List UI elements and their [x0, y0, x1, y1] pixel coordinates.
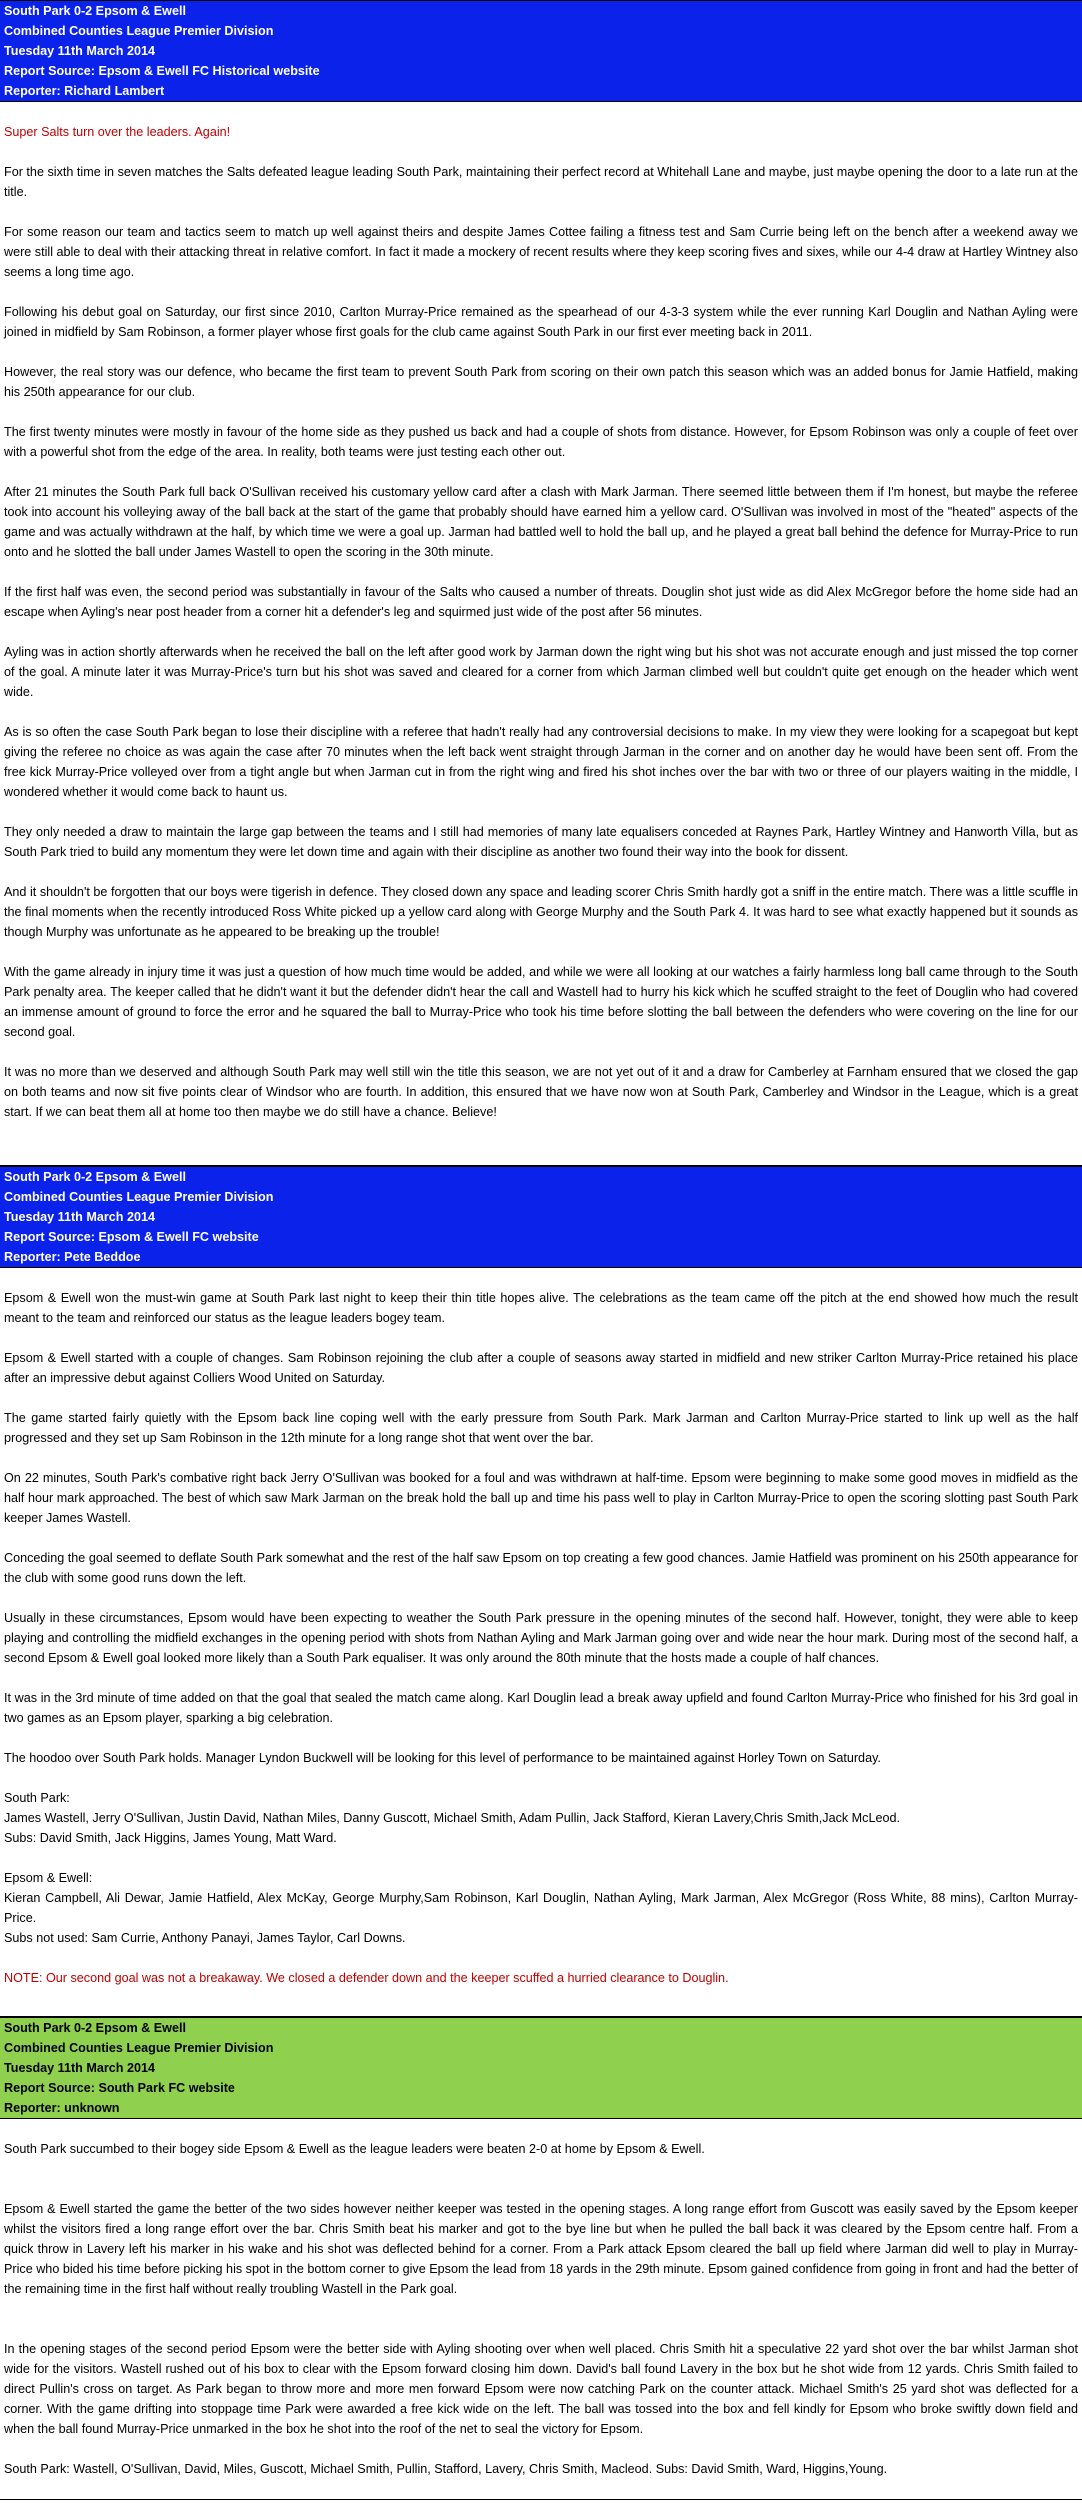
- report-header-2: [0, 1166, 1082, 1268]
- paragraph: After 21 minutes the South Park full back O'Sullivan received his customary yellow card after a clash with Mark Jarman. There seemed little between them if I'm honest, but maybe the referee took into account his volleying away of the ball back at the start of the game that probably should have earned him a yellow card. O'Sullivan was involved in most of the "heated" aspects of the game and was actually withdrawn at the half, by which time we were a goal up. Jarman had battled well to hold the ball up, and he played a great ball behind the defence for Murray-Price to run onto and he slotted the ball under James Wastell to open the scoring in the 30th minute.: [4, 485, 1078, 559]
- lineup-subs-epsom: Subs not used: Sam Currie, Anthony Panayi, James Taylor, Carl Downs.: [4, 1931, 406, 1945]
- reporter: Reporter: Richard Lambert: [4, 84, 165, 98]
- paragraph: Epsom & Ewell started the game the better of the two sides however neither keeper was tested in the opening stages. A long range effort from Guscott was easily saved by the Epsom keeper whilst the visitors fired a long range effort over the bar. Chris Smith beat his marker and got to the bye line but when he pulled the ball back it was cleared by the Epsom centre half. From a quick throw in Lavery left his marker in his wake and his shot was deflected behind for a corner. From a Park attack Epsom cleared the ball up field where Jarman did well to play in Murray-Price who bided his time before picking his spot in the bottom corner to give Epsom the lead from 18 yards in the 29th minute. Epsom gained confidence from going in front and had the better of the remaining time in the first half without really troubling Wastell in the Park goal.: [4, 2202, 1078, 2296]
- paragraph: If the first half was even, the second period was substantially in favour of the Salts who caused a number of threats. Douglin shot just wide as did Alex McGregor before the home side had an escape when Ayling's near post header from a corner hit a defender's leg and squirmed just wide of the post after 56 minutes.: [4, 585, 1078, 619]
- report-source: Report Source: Epsom & Ewell FC Historical website: [4, 64, 320, 78]
- paragraph: However, the real story was our defence, who became the first team to prevent South Park from scoring on their own patch this season which was an added bonus for Jamie Hatfield, making his 250th appearance for our club.: [4, 365, 1078, 399]
- reporter: Reporter: Pete Beddoe: [4, 1250, 141, 1264]
- paragraph: For some reason our team and tactics seem to match up well against theirs and despite James Cottee failing a fitness test and Sam Currie being left on the bench after a weekend away we were still able to deal with their attacking threat in relative comfort. In fact it made a mockery of recent results where they keep scoring fives and sixes, while our 4-4 draw at Hartley Wintney also seems a long time ago.: [4, 225, 1078, 279]
- paragraph: Usually in these circumstances, Epsom would have been expecting to weather the South Park pressure in the opening minutes of the second half. However, tonight, they were able to keep playing and controlling the midfield exchanges in the opening period with shots from Nathan Ayling and Mark Jarman going over and wide near the hour mark. During most of the second half, a second Epsom & Ewell goal looked more likely than a South Park equaliser. It was only around the 80th minute that the hosts made a couple of half chances.: [4, 1611, 1078, 1665]
- match-date: Tuesday 11th March 2014: [4, 2061, 155, 2075]
- report-source: Report Source: South Park FC website: [4, 2081, 235, 2095]
- match-date: Tuesday 11th March 2014: [4, 1210, 155, 1224]
- match-date: Tuesday 11th March 2014: [4, 44, 155, 58]
- paragraph: For the sixth time in seven matches the Salts defeated league leading South Park, maintaining their perfect record at Whitehall Lane and maybe, just maybe opening the door to a late run at the title.: [4, 165, 1078, 199]
- match-title: South Park 0-2 Epsom & Ewell: [4, 2021, 186, 2035]
- paragraph: It was no more than we deserved and although South Park may well still win the title this season, we are not yet out of it and a draw for Camberley at Farnham ensured that we closed the gap on both teams and now sit five points clear of Windsor who are fourth. In addition, this ensured that we have now won at South Park, Camberley and Windsor in the League, which is a great start. If we can beat them all at home too then maybe we do still have a chance. Believe!: [4, 1065, 1078, 1119]
- correction-note: NOTE: Our second goal was not a breakaway. We closed a defender down and the keeper scuffed a hurried clearance to Douglin.: [4, 1971, 729, 1985]
- report-body-1: [0, 102, 1082, 1166]
- paragraph: Ayling was in action shortly afterwards when he received the ball on the left after good work by Jarman down the right wing but his shot was not accurate enough and just missed the top corner of the goal. A minute later it was Murray-Price's turn but his shot was saved and cleared for a corner from which Jarman climbed well but couldn't quite get enough on the header which went wide.: [4, 645, 1078, 699]
- report-body-2: [0, 1268, 1082, 2017]
- lineup-subs-south-park: Subs: David Smith, Jack Higgins, James Young, Matt Ward.: [4, 1831, 337, 1845]
- paragraph: South Park succumbed to their bogey side Epsom & Ewell as the league leaders were beaten 2-0 at home by Epsom & Ewell.: [4, 2142, 705, 2156]
- paragraph: Conceding the goal seemed to deflate South Park somewhat and the rest of the half saw Epsom on top creating a few good chances. Jamie Hatfield was prominent on his 250th appearance for the club with some good runs down the left.: [4, 1551, 1078, 1585]
- paragraph: It was in the 3rd minute of time added on that the goal that sealed the match came along. Karl Douglin lead a break away upfield and found Carlton Murray-Price who finished for his 3rd goal in two games as an Epsom player, sparking a big celebration.: [4, 1691, 1078, 1725]
- paragraph: And it shouldn't be forgotten that our boys were tigerish in defence. They closed down any space and leading scorer Chris Smith hardly got a sniff in the entire match. There was a little scuffle in the final moments when the recently introduced Ross White picked up a yellow card along with George Murphy and the South Park 4. It was hard to see what exactly happened but it sounds as though Murphy was unfortunate as he appeared to be breaking up the trouble!: [4, 885, 1078, 939]
- paragraph: In the opening stages of the second period Epsom were the better side with Ayling shooting over when well placed. Chris Smith hit a speculative 22 yard shot over the bar whilst Jarman shot wide for the visitors. Wastell rushed out of his box to clear with the Epsom forward closing him down. David's ball found Lavery in the box but he shot wide from 12 yards. Chris Smith failed to direct Pullin's cross on target. As Park began to throw more and more men forward Epsom were now catching Park on the counter attack. Michael Smith's 25 yard shot was deflected for a corner. With the game drifting into stoppage time Park were awarded a free kick wide on the left. The ball was tossed into the box and fell kindly for Epsom who broke swiftly down field and when the ball found Murray-Price unmarked in the box he shot into the roof of the net to seal the victory for Epsom.: [4, 2342, 1078, 2436]
- paragraph: The game started fairly quietly with the Epsom back line coping well with the early pressure from South Park. Mark Jarman and Carlton Murray-Price started to link up well as the half progressed and they set up Sam Robinson in the 12th minute for a long range shot that went over the bar.: [4, 1411, 1078, 1445]
- report-body-3: [0, 2119, 1082, 2500]
- competition: Combined Counties League Premier Division: [4, 1190, 274, 1204]
- headline: Super Salts turn over the leaders. Again!: [4, 125, 231, 139]
- paragraph: The hoodoo over South Park holds. Manager Lyndon Buckwell will be looking for this level of performance to be maintained against Horley Town on Saturday.: [4, 1751, 881, 1765]
- paragraph: With the game already in injury time it was just a question of how much time would be added, and while we were all looking at our watches a fairly harmless long ball came through to the South Park penalty area. The keeper called that he didn't want it but the defender didn't hear the call and Wastell had to hurry his kick which he scuffed straight to the feet of Douglin who had covered an immense amount of ground to force the error and he squared the ball to Murray-Price who took his time before slotting the ball between the defenders who were covering on the line for our second goal.: [4, 965, 1078, 1039]
- lineup-players-epsom: Kieran Campbell, Ali Dewar, Jamie Hatfield, Alex McKay, George Murphy,Sam Robinson, Karl Douglin, Nathan Ayling, Mark Jarman, Alex McGregor (Ross White, 88 mins), Carlton Murray-Price.: [4, 1891, 1078, 1925]
- lineup-south-park: South Park: Wastell, O'Sullivan, David, Miles, Guscott, Michael Smith, Pullin, Stafford, Lavery, Chris Smith, Macleod. Subs: David Smith, Ward, Higgins,Young.: [4, 2462, 888, 2476]
- report-header-1: [0, 0, 1082, 102]
- match-title: South Park 0-2 Epsom & Ewell: [4, 1170, 186, 1184]
- lineup-label-south-park: South Park:: [4, 1791, 70, 1805]
- paragraph: Following his debut goal on Saturday, our first since 2010, Carlton Murray-Price remained as the spearhead of our 4-3-3 system while the ever running Karl Douglin and Nathan Ayling were joined in midfield by Sam Robinson, a former player whose first goals for the club came against South Park in our first ever meeting back in 2011.: [4, 305, 1078, 339]
- report-header-3: [0, 2017, 1082, 2119]
- lineup-label-epsom: Epsom & Ewell:: [4, 1871, 93, 1885]
- competition: Combined Counties League Premier Division: [4, 24, 274, 38]
- paragraph: Epsom & Ewell won the must-win game at South Park last night to keep their thin title hopes alive. The celebrations as the team came off the pitch at the end showed how much the result meant to the team and reinforced our status as the league leaders bogey team.: [4, 1291, 1078, 1325]
- paragraph: On 22 minutes, South Park's combative right back Jerry O'Sullivan was booked for a foul and was withdrawn at half-time. Epsom were beginning to make some good moves in midfield as the half hour mark approached. The best of which saw Mark Jarman on the break hold the ball up and time his pass well to play in Carlton Murray-Price to open the scoring slotting past South Park keeper James Wastell.: [4, 1471, 1078, 1525]
- competition: Combined Counties League Premier Division: [4, 2041, 274, 2055]
- lineup-players-south-park: James Wastell, Jerry O'Sullivan, Justin David, Nathan Miles, Danny Guscott, Michael Smith, Adam Pullin, Jack Stafford, Kieran Lavery,Chris Smith,Jack McLeod.: [4, 1811, 900, 1825]
- paragraph: Epsom & Ewell started with a couple of changes. Sam Robinson rejoining the club after a couple of seasons away started in midfield and new striker Carlton Murray-Price retained his place after an impressive debut against Colliers Wood United on Saturday.: [4, 1351, 1078, 1385]
- match-title: South Park 0-2 Epsom & Ewell: [4, 4, 186, 18]
- reporter: Reporter: unknown: [4, 2101, 120, 2115]
- paragraph: They only needed a draw to maintain the large gap between the teams and I still had memories of many late equalisers conceded at Raynes Park, Hartley Wintney and Hanworth Villa, but as South Park tried to build any momentum they were let down time and again with their discipline as another two found their way into the book for dissent.: [4, 825, 1078, 859]
- paragraph: The first twenty minutes were mostly in favour of the home side as they pushed us back and had a couple of shots from distance. However, for Epsom Robinson was only a couple of feet over with a powerful shot from the edge of the area. In reality, both teams were just testing each other out.: [4, 425, 1078, 459]
- paragraph: As is so often the case South Park began to lose their discipline with a referee that hadn't really had any controversial decisions to make. In my view they were looking for a scapegoat but kept giving the referee no choice as was again the case after 70 minutes when the left back went straight through Jarman in the corner and on another day he would have been sent off. From the free kick Murray-Price volleyed over from a tight angle but when Jarman cut in from the right wing and fired his shot inches over the bar with two or three of our players waiting in the middle, I wondered whether it would come back to haunt us.: [4, 725, 1078, 799]
- report-source: Report Source: Epsom & Ewell FC website: [4, 1230, 259, 1244]
